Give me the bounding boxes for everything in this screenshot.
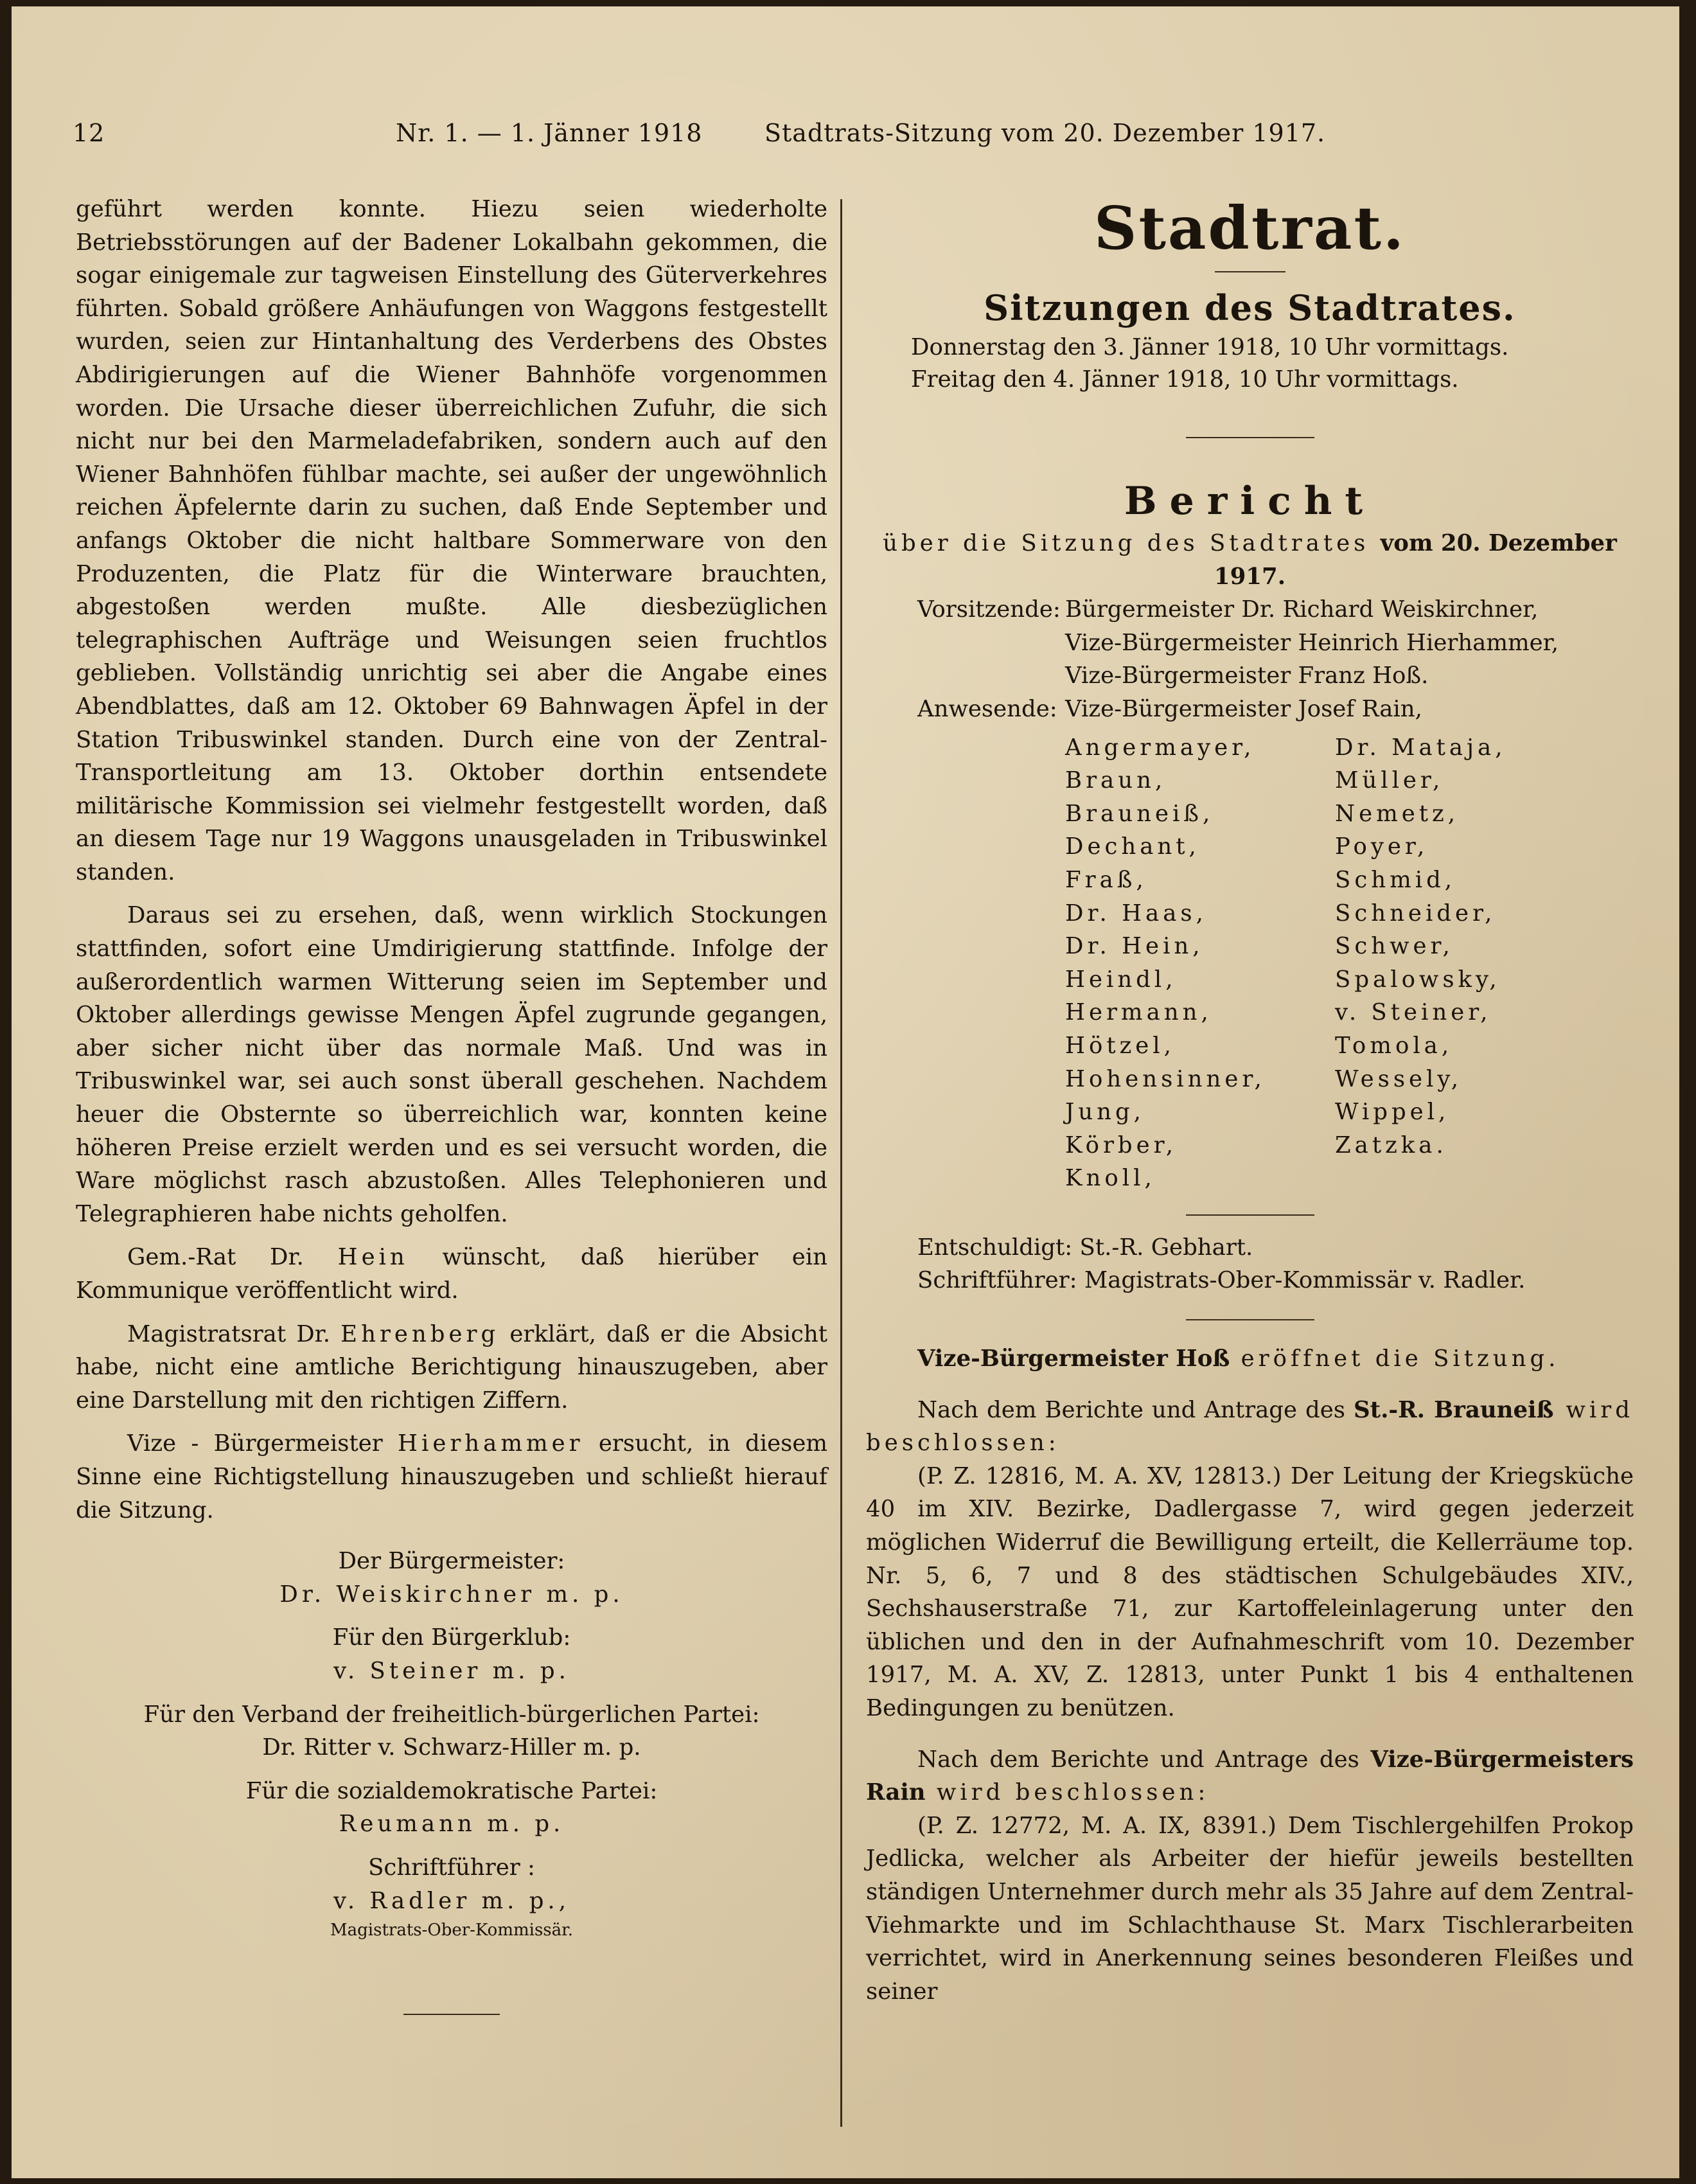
signature-title-schriftfuehrer: Magistrats-Ober-Kommissär.	[330, 1921, 573, 1940]
signature-name-verband: Dr. Ritter v. Schwarz-Hiller m. p.	[262, 1734, 641, 1761]
page-header	[12, 6, 1679, 154]
chair-2: Vize-Bürgermeister Heinrich Hierhammer,	[1065, 629, 1559, 656]
attendee-name: Dechant,	[1065, 833, 1200, 860]
meeting-date-2: Freitag den 4. Jänner 1918, 10 Uhr vormittags.	[911, 366, 1459, 393]
secretary-line: Schriftführer: Magistrats-Ober-Kommissär v. Radler.	[917, 1267, 1526, 1294]
signature-name-buergerklub: v. Steiner m. p.	[333, 1657, 570, 1684]
signature-name-schriftfuehrer: v. Radler m. p.,	[333, 1887, 570, 1914]
attendee-name: Schmid,	[1335, 866, 1456, 893]
page-number: 12	[73, 119, 105, 147]
attendee-names	[866, 731, 1634, 1195]
attendee-name: Zatzka.	[1335, 1132, 1447, 1159]
left-paragraph-4: Magistratsrat Dr. Ehrenberg erklärt, daß er die Absicht habe, nicht eine amtliche Berichtigung hinauszugeben, aber eine Darstellung mit den richtigen Ziffern.	[76, 1320, 827, 1414]
present-label: Anwesende:	[917, 695, 1057, 722]
attendee-name: Jung,	[1065, 1099, 1145, 1126]
attendee-name: Nemetz,	[1335, 800, 1459, 827]
attendee-name: Braun,	[1065, 767, 1167, 794]
chair-3: Vize-Bürgermeister Franz Hoß.	[1065, 662, 1429, 689]
left-paragraph-3: Gem.-Rat Dr. Hein wünscht, daß hierüber ein Kommunique veröffentlicht wird.	[76, 1244, 828, 1304]
issue-line: Nr. 1. — 1. Jänner 1918	[396, 119, 703, 147]
left-paragraph-1: geführt werden konnte. Hiezu seien wiederholte Betriebsstörungen auf der Badener Lokalbahn gekommen, die sogar einigemale zur tagweisen Einstellung des Güterverkehres führten. Sobald größere Anhäufungen von Waggons festgestellt wurden, seien zur Hintanhaltung des Verderbens des Obstes Abdirigierungen auf die Wiener Bahnhöfe vorgenommen worden. Die Ursache dieser überreichlichen Zufuhr, die sich nicht nur bei den Marmeladefabriken, sondern auch auf den Wiener Bahnhöfen fühlbar machte, sei außer der ungewöhnlich reichen Äpfelernte darin zu suchen, daß Ende September und anfangs Oktober die nicht haltbare Sommerware von den Produzenten, die Platz für die Winterware brauchten, abgestoßen werden mußte. Alle diesbezüglichen telegraphischen Aufträge und Weisungen seien fruchtlos geblieben. Vollständig unrichtig sei aber die Angabe eines Abendblattes, daß am 12. Oktober 69 Bahnwagen Äpfel in der Station Tribuswinkel standen. Durch eine von der Zentral-Transportleitung am 13. Oktober dorthin entsendete militärische Kommission sei vielmehr festgestellt worden, daß an diesem Tage nur 19 Waggons unausgeladen in Tribuswinkel standen.	[76, 196, 827, 885]
chair-label: Vorsitzende:	[917, 596, 1061, 623]
excused-line: Entschuldigt: St.-R. Gebhart.	[917, 1234, 1253, 1261]
meeting-date-1: Donnerstag den 3. Jänner 1918, 10 Uhr vormittags.	[911, 334, 1509, 360]
signature-name-sozialdemokraten: Reumann m. p.	[339, 1811, 565, 1838]
motion-2-intro: Nach dem Berichte und Antrage des Vize-Bürgermeisters Rain wird beschlossen:	[866, 1746, 1634, 1806]
attendee-name: Spalowsky,	[1335, 966, 1501, 993]
attendee-name: Dr. Hein,	[1065, 933, 1204, 960]
motion-1-text: (P. Z. 12816, M. A. XV, 12813.) Der Leitung der Kriegsküche 40 im XIV. Bezirke, Dadlergasse 7, wird gegen jederzeit möglichen Widerruf die Bewilligung erteilt, die Kellerräume top. Nr. 5, 6, 7 und 8 des städtischen Schulgebäudes XIV., Sechshauserstraße 71, zur Kartoffeleinlagerung unter den üblichen und den in der Aufnahmeschrift vom 10. Dezember 1917, M. A. XV, Z. 12813, unter Punkt 1 bis 4 enthaltenen Bedingungen zu benützen.	[866, 1462, 1634, 1721]
attendee-name: Brauneiß,	[1065, 800, 1214, 827]
present-first: Vize-Bürgermeister Josef Rain,	[1065, 695, 1422, 722]
attendee-name: Schwer,	[1335, 933, 1454, 960]
attendee-name: Körber,	[1065, 1132, 1177, 1159]
attendee-names-right	[1335, 731, 1605, 1195]
motion-2-text: (P. Z. 12772, M. A. IX, 8391.) Dem Tischlergehilfen Prokop Jedlicka, welcher als Arbeiter der hiefür jeweils bestellten ständigen Unternehmer durch mehr als 35 Jahre auf dem Zentral-Viehmarkte und im Schlachthause St. Marx Tischlerarbeiten verrichtet, wird in Anerkennung seines besonderen Fleißes und seiner	[866, 1812, 1634, 2005]
attendee-name: Müller,	[1335, 767, 1444, 794]
report-subheading: über die Sitzung des Stadtrates vom 20. Dezember 1917.	[883, 530, 1617, 590]
attendee-name: Tomola,	[1335, 1032, 1453, 1059]
attendee-name: Wessely,	[1335, 1065, 1463, 1092]
report-heading: Bericht	[1124, 479, 1376, 524]
attendee-name: Angermayer,	[1065, 734, 1255, 761]
column-divider	[840, 199, 842, 2127]
left-paragraph-5: Vize - Bürgermeister Hierhammer ersucht, in diesem Sinne eine Richtigstellung hinauszugeben und schließt hierauf die Sitzung.	[76, 1430, 828, 1523]
attendee-name: Schneider,	[1335, 900, 1496, 927]
signature-label-mayor: Der Bürgermeister:	[338, 1548, 565, 1575]
attendee-name: Hermann,	[1065, 999, 1212, 1026]
signature-label-sozialdemokraten: Für die sozialdemokratische Partei:	[245, 1777, 658, 1804]
attendee-name: Dr. Mataja,	[1335, 734, 1506, 761]
signature-label-schriftfuehrer: Schriftführer :	[368, 1854, 535, 1881]
attendee-name: Dr. Haas,	[1065, 900, 1207, 927]
attendee-name: Fraß,	[1065, 866, 1147, 893]
attendee-name: v. Steiner,	[1335, 999, 1492, 1026]
signature-label-buergerklub: Für den Bürgerklub:	[332, 1624, 571, 1651]
meetings-heading: Sitzungen des Stadtrates.	[984, 287, 1516, 328]
motion-1-intro: Nach dem Berichte und Antrage des St.-R. Brauneiß wird beschlossen:	[866, 1396, 1634, 1457]
attendee-name: Poyer,	[1335, 833, 1429, 860]
attendee-name: Wippel,	[1335, 1099, 1450, 1126]
attendee-names-left	[1065, 731, 1335, 1195]
session-line: Stadtrats-Sitzung vom 20. Dezember 1917.	[764, 119, 1326, 147]
chair-1: Bürgermeister Dr. Richard Weiskirchner,	[1065, 596, 1539, 623]
attendee-name: Knoll,	[1065, 1165, 1156, 1192]
left-column	[76, 193, 827, 2015]
signature-label-verband: Für den Verband der freiheitlich-bürgerlichen Partei:	[143, 1701, 760, 1728]
attendee-name: Hohensinner,	[1065, 1065, 1266, 1092]
right-column	[866, 193, 1634, 2008]
left-paragraph-2: Daraus sei zu ersehen, daß, wenn wirklich Stockungen stattfinden, sofort eine Umdirigierung stattfinde. Infolge der außerordentlich warmen Witterung seien im September und Oktober allerdings gewisse Mengen Äpfel zugrunde gegangen, aber sicher nicht über das normale Maß. Und was in Tribuswinkel war, sei auch sonst überall geschehen. Nachdem heuer die Obsternte so überreichlich war, konnten keine höheren Preise erzielt werden und es sei versucht worden, die Ware möglichst rasch abzustoßen. Alles Telephonieren und Telegraphieren habe nichts geholfen.	[76, 902, 827, 1227]
chair-table	[866, 593, 1634, 725]
newspaper-page	[12, 6, 1679, 2178]
section-title: Stadtrat.	[1094, 193, 1406, 263]
attendee-name: Hötzel,	[1065, 1032, 1175, 1059]
opening-line: Vize-Bürgermeister Hoß eröffnet die Sitzung.	[917, 1345, 1560, 1372]
end-rule	[403, 2014, 500, 2015]
signature-name-mayor: Dr. Weiskirchner m. p.	[279, 1581, 624, 1608]
attendee-name: Heindl,	[1065, 966, 1177, 993]
